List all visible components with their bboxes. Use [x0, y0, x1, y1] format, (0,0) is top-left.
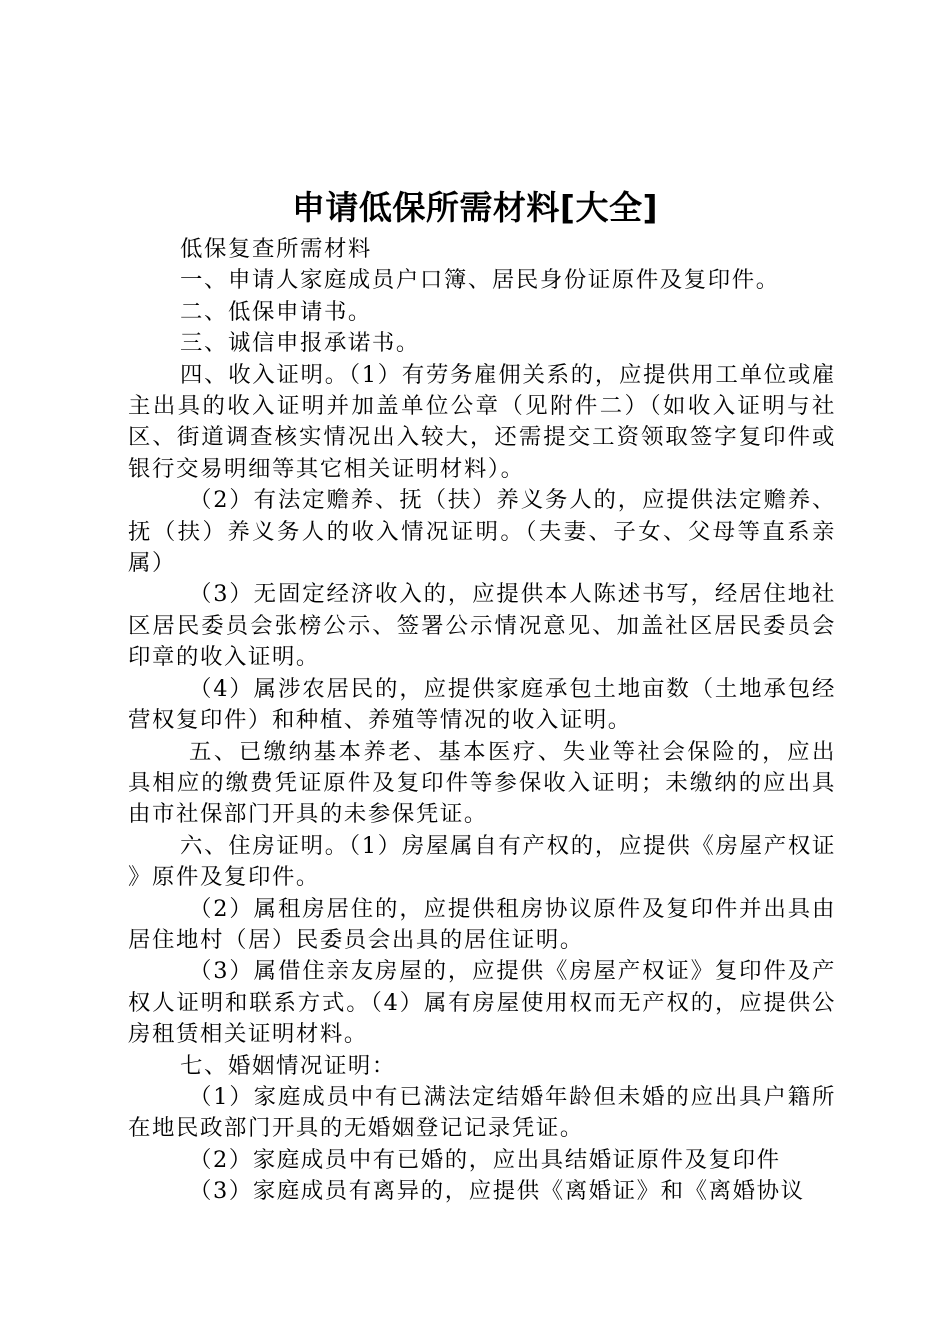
paragraph-item-3: 三、诚信申报承诺书。 [180, 330, 420, 357]
paragraph-item-1: 一、申请人家庭成员户口簿、居民身份证原件及复印件。 [180, 267, 780, 294]
paragraph-item-4-income: 四、收入证明。（1）有劳务雇佣关系的，应提供用工单位或雇主出具的收入证明并加盖单位公章（见附件二）（如收入证明与社区、街道调查核实情况出入较大，还需提交工资领取签字复印件或银行交易明细等其它相关证明材料）。 [128, 361, 836, 482]
paragraph-marriage-1: （1）家庭成员中有已满法定结婚年龄但未婚的应出具户籍所在地民政部门开具的无婚姻登记记录凭证。 [128, 1083, 836, 1142]
paragraph-item-2: 二、低保申请书。 [180, 298, 372, 325]
paragraph-item-5-insurance: 五、已缴纳基本养老、基本医疗、失业等社会保险的，应出具相应的缴费凭证原件及复印件等参保收入证明；未缴纳的应出具由市社保部门开具的未参保凭证。 [128, 738, 836, 828]
document-body [128, 234, 836, 1208]
paragraph-income-2: （2）有法定赡养、抚（扶）养义务人的，应提供法定赡养、抚（扶）养义务人的收入情况证明。（夫妻、子女、父母等直系亲属） [128, 487, 836, 577]
paragraph-income-3: （3）无固定经济收入的，应提供本人陈述书写，经居住地社区居民委员会张榜公示、签署公示情况意见、加盖社区居民委员会印章的收入证明。 [128, 581, 836, 671]
paragraph-marriage-3: （3）家庭成员有离异的，应提供《离婚证》和《离婚协议 [189, 1178, 805, 1205]
paragraph-marriage-2: （2）家庭成员中有已婚的，应出具结婚证原件及复印件 [189, 1146, 781, 1173]
paragraph-housing-3: （3）属借住亲友房屋的，应提供《房屋产权证》复印件及产权人证明和联系方式。（4）属有房屋使用权而无产权的，应提供公房租赁相关证明材料。 [128, 958, 836, 1048]
paragraph-item-6-housing: 六、住房证明。（1）房屋属自有产权的，应提供《房屋产权证》原件及复印件。 [128, 832, 836, 891]
paragraph-section-heading: 低保复查所需材料 [180, 236, 372, 262]
paragraph-income-4: （4）属涉农居民的，应提供家庭承包土地亩数（土地承包经营权复印件）和种植、养殖等情况的收入证明。 [128, 675, 836, 734]
document-title: 申请低保所需材料[大全] [291, 188, 659, 227]
paragraph-item-7-marriage: 七、婚姻情况证明： [180, 1052, 396, 1079]
paragraph-housing-2: （2）属租房居住的，应提供租房协议原件及复印件并出具由居住地村（居）民委员会出具的居住证明。 [128, 895, 836, 953]
